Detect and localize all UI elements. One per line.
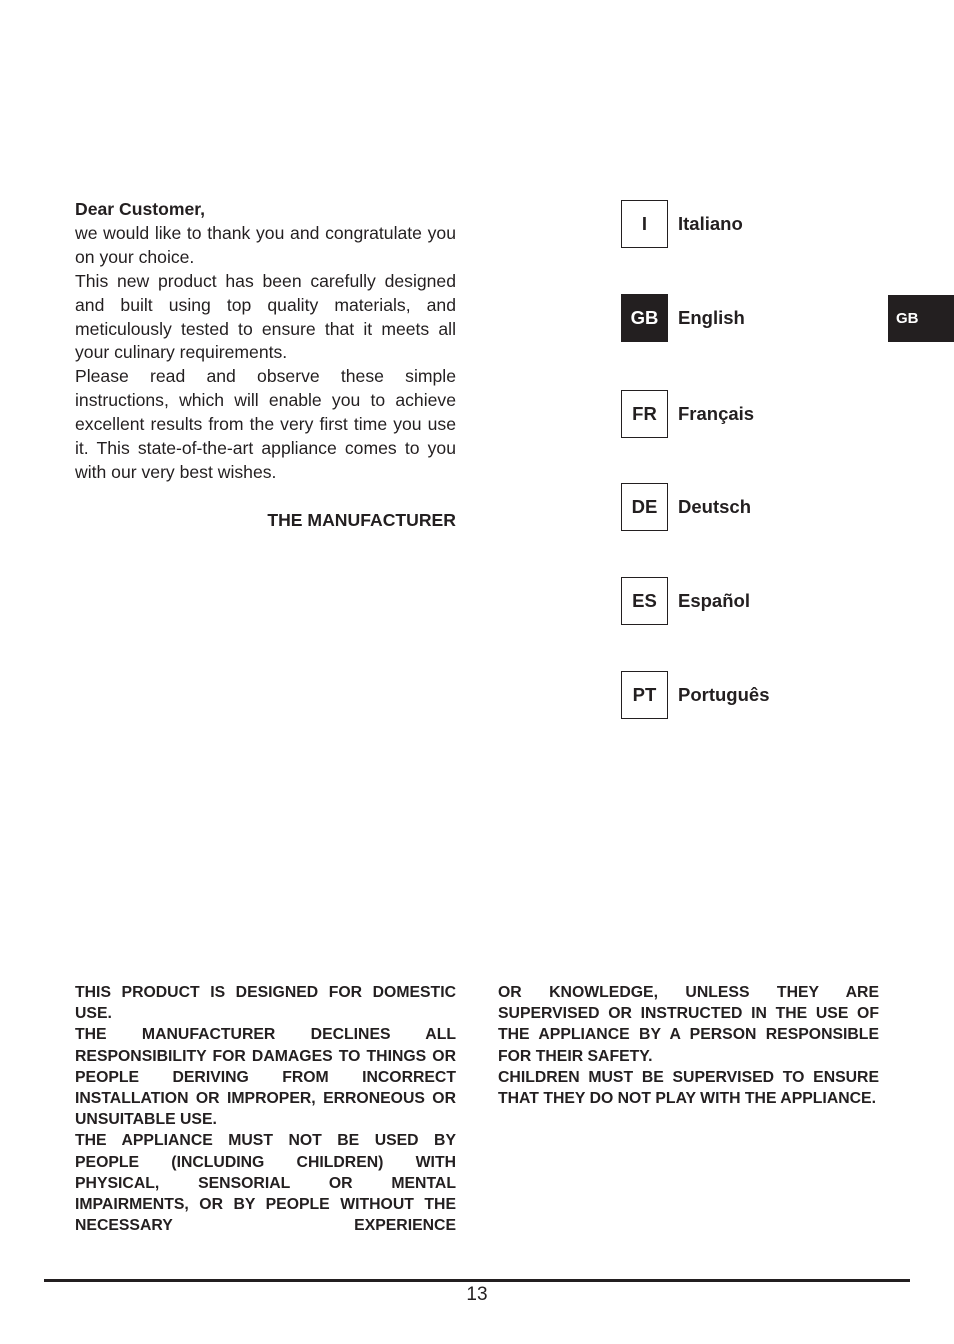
language-item-deutsch[interactable] xyxy=(621,483,751,531)
language-code-box: I xyxy=(621,200,668,248)
language-name: Italiano xyxy=(678,213,743,234)
language-code-box-active: GB xyxy=(621,294,668,342)
signature: THE MANUFACTURER xyxy=(267,509,456,530)
page-number: 13 xyxy=(466,1284,488,1305)
intro-paragraph: This new product has been carefully designed and built using top quality materials, and meticulously tested to ensure that it meets all your culinary requirements. xyxy=(75,270,456,363)
language-item-francais[interactable] xyxy=(621,390,754,438)
language-code-box: ES xyxy=(621,577,668,625)
language-name: Deutsch xyxy=(678,496,751,517)
safety-warning-left xyxy=(75,982,456,1236)
language-code-box: FR xyxy=(621,390,668,438)
intro-paragraph: we would like to thank you and congratulate you on your choice. xyxy=(75,222,456,267)
greeting: Dear Customer, xyxy=(75,199,206,219)
warning-paragraph: THE MANUFACTURER DECLINES ALL RESPONSIBILITY FOR DAMAGES TO THINGS OR PEOPLE DERIVING FROM INCORRECT INSTALLATION OR IMPROPER, ERRONEOUS OR UNSUITABLE USE. xyxy=(75,1026,456,1129)
intro-letter xyxy=(75,198,456,533)
footer-divider xyxy=(44,1279,910,1282)
warning-paragraph: CHILDREN MUST BE SUPERVISED TO ENSURE THAT THEY DO NOT PLAY WITH THE APPLIANCE. xyxy=(498,1068,879,1108)
intro-paragraph: Please read and observe these simple instructions, which will enable you to achieve excellent results from the very first time you use it. This state-of-the-art appliance comes to you with our very best wishes. xyxy=(75,366,456,482)
language-item-italiano[interactable] xyxy=(621,200,743,248)
language-name: Français xyxy=(678,403,755,424)
warning-paragraph: THE APPLIANCE MUST NOT BE USED BY PEOPLE (INCLUDING CHILDREN) WITH PHYSICAL, SENSORIAL OR MENTAL IMPAIRMENTS, OR BY PEOPLE WITHOUT THE NECESSARY EXPERIENCE xyxy=(75,1132,456,1235)
language-name: Español xyxy=(678,590,750,611)
language-item-portugues[interactable] xyxy=(621,671,769,719)
safety-warning-right xyxy=(498,982,879,1109)
language-name: English xyxy=(678,307,745,328)
warning-paragraph: OR KNOWLEDGE, UNLESS THEY ARE SUPERVISED OR INSTRUCTED IN THE USE OF THE APPLIANCE BY A PERSON RESPONSIBLE FOR THEIR SAFETY. xyxy=(498,984,879,1065)
language-code-box: DE xyxy=(621,483,668,531)
warning-paragraph: THIS PRODUCT IS DESIGNED FOR DOMESTIC USE. xyxy=(75,984,456,1023)
language-item-english[interactable] xyxy=(621,294,745,342)
language-name: Português xyxy=(678,684,770,705)
language-code-box: PT xyxy=(621,671,668,719)
language-item-espanol[interactable] xyxy=(621,577,750,625)
side-language-tab: GB xyxy=(888,295,954,342)
